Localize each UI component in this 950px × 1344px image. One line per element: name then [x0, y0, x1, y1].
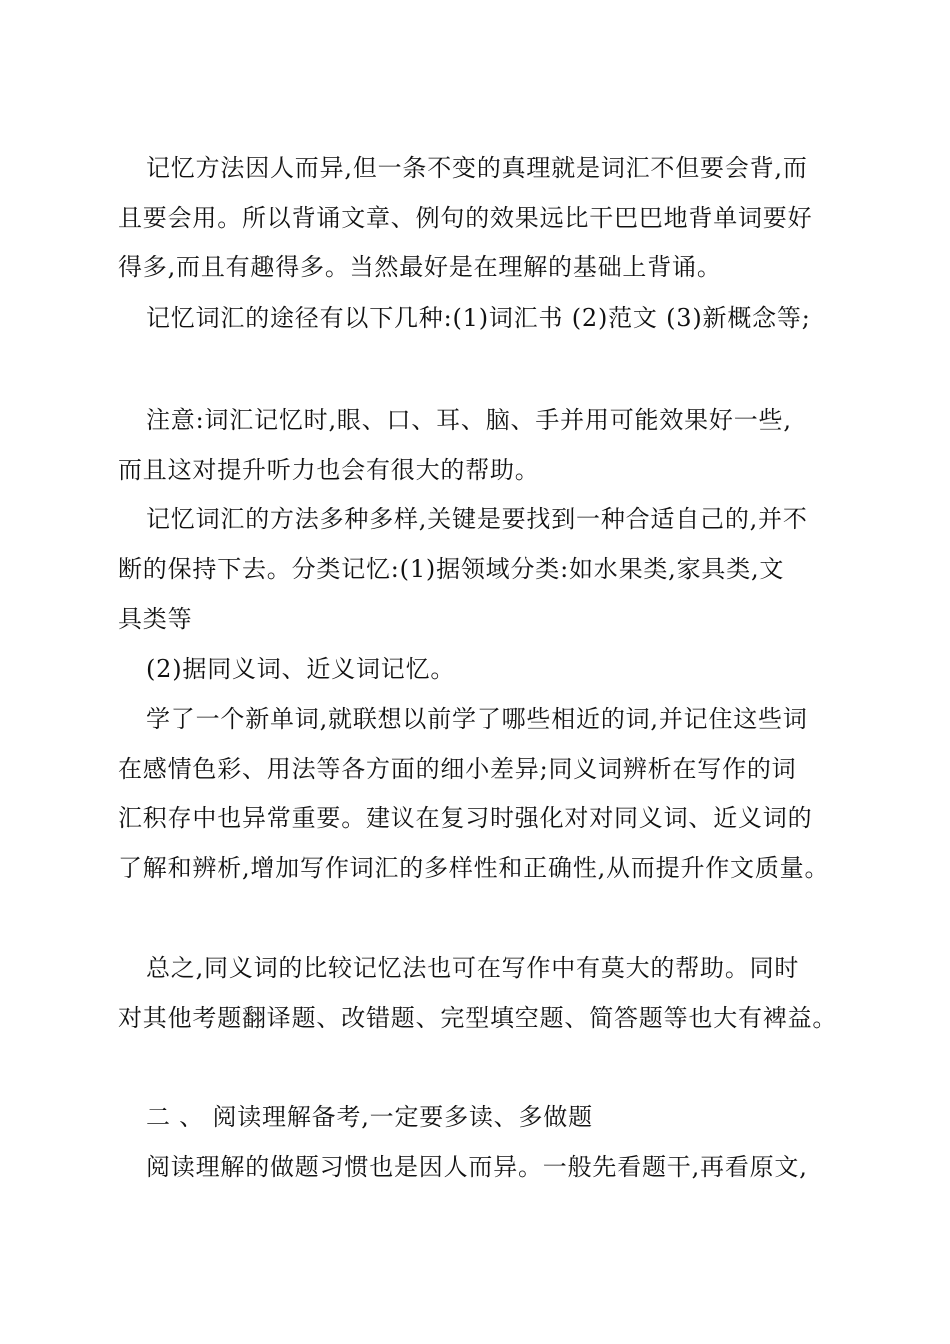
paragraph-line: 记忆方法因人而异,但一条不变的真理就是词汇不但要会背,而 [146, 154, 808, 182]
paragraph-line: 记忆词汇的途径有以下几种:(1)词汇书 (2)范文 (3)新概念等; [146, 304, 811, 332]
paragraph-line: 总之,同义词的比较记忆法也可在写作中有莫大的帮助。同时 [146, 954, 800, 982]
paragraph-line: 具类等 [118, 605, 193, 633]
paragraph-line: 学了一个新单词,就联想以前学了哪些相近的词,并记住这些词 [146, 705, 808, 733]
paragraph-line: 注意:词汇记忆时,眼、口、耳、脑、手并用可能效果好一些, [146, 406, 792, 434]
section-heading: 二 、 阅读理解备考,一定要多读、多做题 [146, 1103, 593, 1131]
paragraph-line: 阅读理解的做题习惯也是因人而异。一般先看题干,再看原文, [146, 1153, 808, 1181]
paragraph-line: 在感情色彩、用法等各方面的细小差异;同义词辨析在写作的词 [118, 755, 797, 783]
paragraph-line: 断的保持下去。分类记忆:(1)据领域分类:如水果类,家具类,文 [118, 555, 785, 583]
paragraph-line: 而且这对提升听力也会有很大的帮助。 [118, 456, 540, 484]
paragraph-line: 记忆词汇的方法多种多样,关键是要找到一种合适自己的,并不 [146, 505, 808, 533]
paragraph-line: 汇积存中也异常重要。建议在复习时强化对对同义词、近义词的 [118, 804, 813, 832]
paragraph-line: (2)据同义词、近义词记忆。 [146, 655, 456, 683]
paragraph-line: 了解和辨析,增加写作词汇的多样性和正确性,从而提升作文质量。 [118, 854, 830, 882]
paragraph-line: 得多,而且有趣得多。当然最好是在理解的基础上背诵。 [118, 253, 722, 281]
paragraph-line: 且要会用。所以背诵文章、例句的效果远比干巴巴地背单词要好 [118, 204, 813, 232]
paragraph-line: 对其他考题翻译题、改错题、完型填空题、简答题等也大有裨益。 [118, 1004, 838, 1032]
